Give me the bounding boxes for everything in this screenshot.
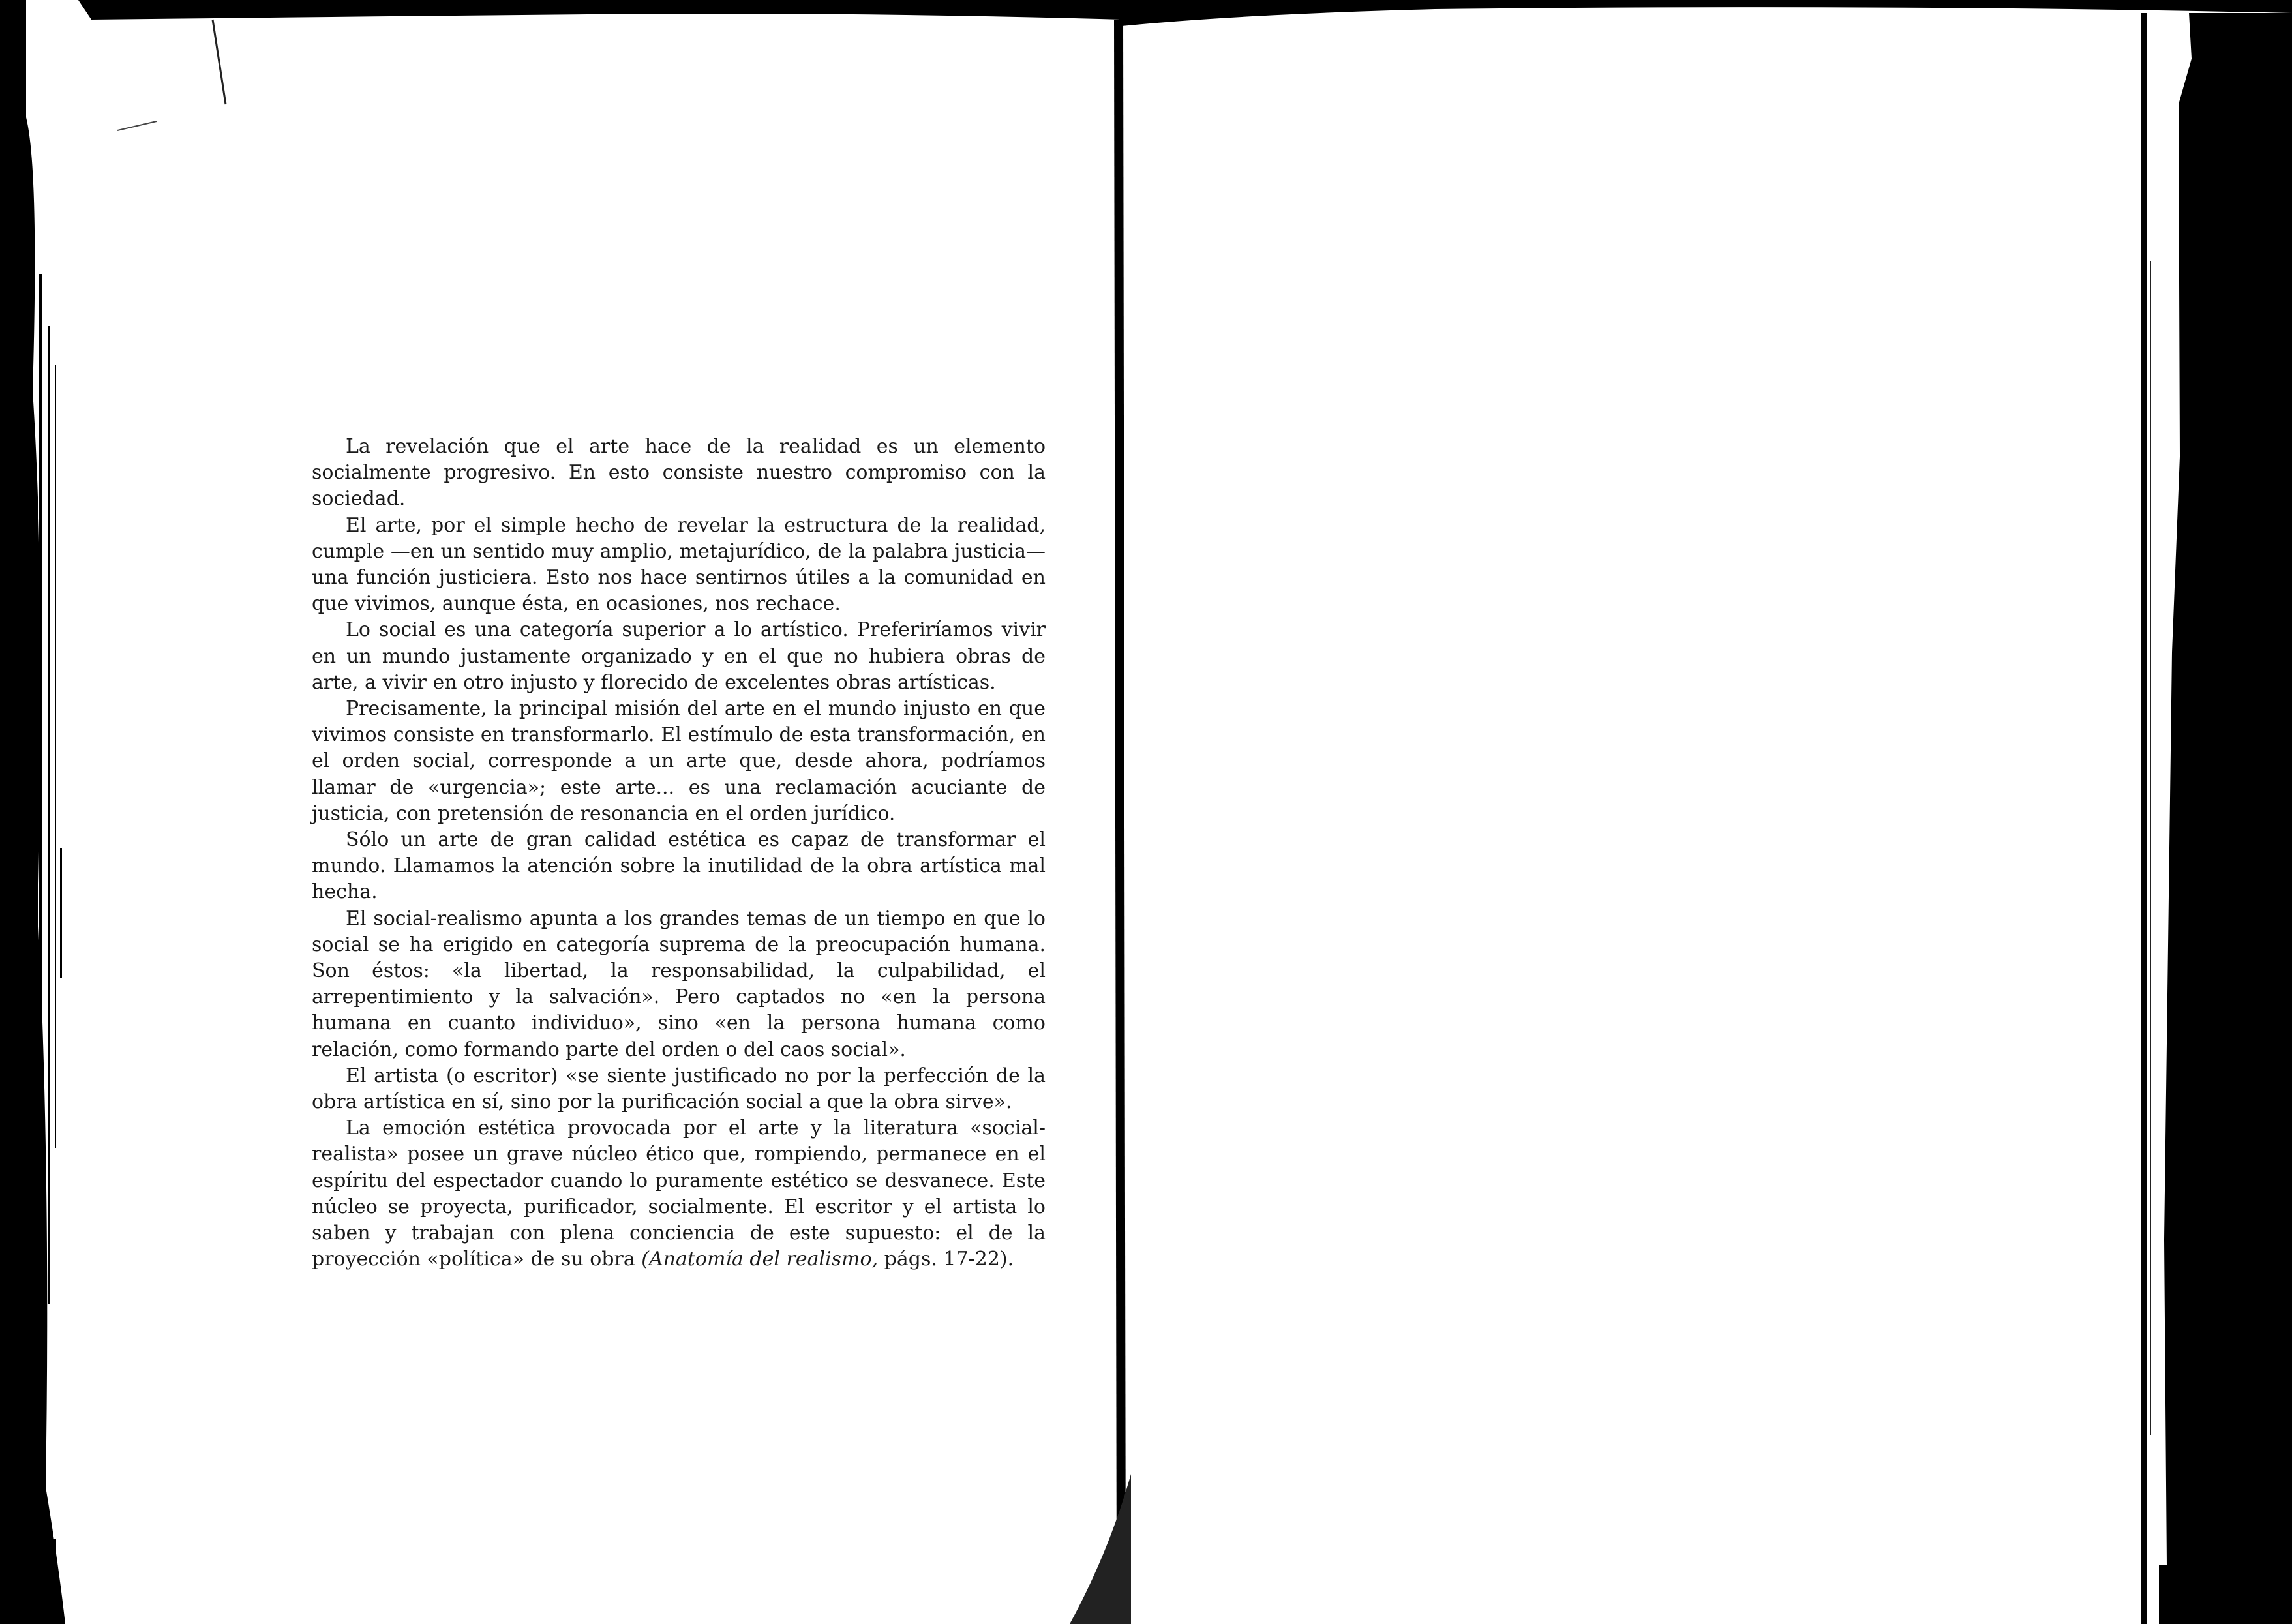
scan-right-strip bbox=[2141, 13, 2147, 1624]
paragraph: La revelación que el arte hace de la realidad es un elemento socialmente progresivo. En esto consiste nuestro compromiso con la sociedad. bbox=[312, 435, 1046, 511]
scan-gutter-mark bbox=[1119, 1161, 1124, 1239]
citation-title: (Anatomía del realismo, bbox=[641, 1248, 879, 1271]
paragraph: El arte, por el simple hecho de revelar la estructura de la realidad, cumple —en un sentido muy amplio, metajurídico, de la palabra justicia— una función justiciera. Esto nos hace sentirnos útiles a la comunidad en que vivimos, aunque ésta, en ocasiones, nos rechace. bbox=[312, 513, 1046, 616]
scan-corner-mark bbox=[213, 20, 226, 104]
paragraph: El artista (o escritor) «se siente justificado no por la perfección de la obra artística en sí, sino por la purificación social a que la obra sirve». bbox=[312, 1064, 1046, 1114]
scan-gutter bbox=[1114, 20, 1126, 1624]
paragraph: El social-realismo apunta a los grandes temas de un tiempo en que lo social se ha erigido en categoría suprema de la preocupación humana. Son éstos: «la libertad, la responsabilidad, la culpabilidad, el arrepentimiento y la salvación». Pero captados no «en la persona humana en cuanto individuo», sino «en la persona humana como relación, como formando parte del orden o del caos social». bbox=[312, 907, 1046, 1061]
scan-corner-mark bbox=[117, 121, 157, 130]
citation-pages: págs. 17-22). bbox=[884, 1248, 1014, 1271]
paragraph-final-text: La emoción estética provocada por el arte y la literatura «social-realista» posee un grave núcleo ético que, rompiendo, permanece en el espíritu del espectador cuando lo puramente estético se desvanece. Este núcleo se proyecta, purificador, socialmente. El escritor y el artista lo saben y trabajan con plena conciencia de este supuesto: el de la proyección «política» de su obra bbox=[312, 1117, 1046, 1271]
scan-right-lines bbox=[2150, 261, 2151, 1435]
paragraph: Sólo un arte de gran calidad estética es capaz de transformar el mundo. Llamamos la atención sobre la inutilidad de la obra artística mal hecha. bbox=[312, 828, 1046, 904]
scan-top-edge-right bbox=[1109, 0, 2292, 26]
scan-top-edge-left bbox=[78, 0, 1122, 20]
paragraph-final bbox=[312, 1115, 1046, 1272]
paragraph: Lo social es una categoría superior a lo artístico. Preferiríamos vivir en un mundo justamente organizado y en el que no hubiera obras de arte, a vivir en otro injusto y florecido de excelentes obras artísticas. bbox=[312, 618, 1046, 694]
paragraph: Precisamente, la principal misión del arte en el mundo injusto en que vivimos consiste en transformarlo. El estímulo de esta transformación, en el orden social, corresponde a un arte que, desde ahora, podríamos llamar de «urgencia»; este arte... es una reclamación acuciante de justicia, con pretensión de resonancia en el orden jurídico. bbox=[312, 697, 1046, 825]
scan-right-edge bbox=[2152, 13, 2292, 1624]
body-text bbox=[312, 434, 1046, 1273]
